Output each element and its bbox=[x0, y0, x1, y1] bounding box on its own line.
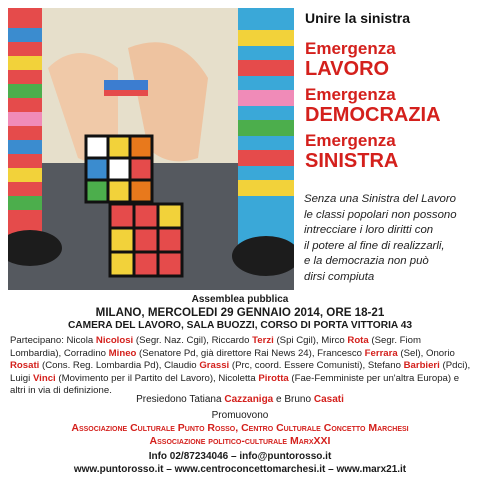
cube-top bbox=[86, 136, 152, 202]
emergency-topic-democrazia: DEMOCRAZIA bbox=[305, 104, 441, 126]
participant-first: Luigi bbox=[10, 372, 31, 384]
participant-role: (Senatore Pd, già direttore Rai News 24), bbox=[136, 347, 318, 359]
chair-surname: Cazzaniga bbox=[224, 394, 274, 405]
participant-role: (Prc, coord. Essere Comunisti), bbox=[229, 360, 368, 372]
participant-first: Nicola bbox=[66, 335, 94, 346]
emergency-topic-sinistra: SINISTRA bbox=[305, 150, 399, 172]
quote-block bbox=[304, 192, 476, 285]
event-venue: CAMERA DEL LAVORO, SALA BUOZZI, CORSO DI PORTA VITTORIA 43 bbox=[67, 320, 413, 331]
participant-surname: Grassi bbox=[199, 360, 230, 372]
participants-intro: Partecipano: bbox=[10, 335, 67, 346]
participant-first: Riccardo bbox=[211, 335, 250, 346]
promoters-line-1: Associazione Culturale Punto Rosso, Centro Culturale Concetto Marchesi bbox=[71, 422, 409, 434]
participant-surname: Barbieri bbox=[403, 360, 440, 372]
quote-line: le classi popolari non possono bbox=[304, 208, 457, 221]
participant-surname: Nicolosi bbox=[95, 335, 134, 346]
emergency-label-2: Emergenza bbox=[305, 85, 396, 104]
participant-role: (Fae-Femministe per un'altra Europa) e altri in via di definizione. bbox=[10, 372, 460, 397]
participant-first: Stefano bbox=[367, 360, 401, 372]
promoters-label: Promuovono bbox=[211, 410, 269, 421]
participant-surname: Ferrara bbox=[364, 347, 398, 359]
participant-first: Nicoletta bbox=[218, 372, 256, 384]
chairs-mid: e Bruno bbox=[273, 394, 314, 405]
contact-info: Info 02/87234046 – info@puntorosso.it bbox=[148, 451, 332, 462]
participant-first: Francesco bbox=[317, 347, 362, 359]
quote-line: dirsi compiuta bbox=[304, 270, 375, 283]
participant-surname: Mineo bbox=[108, 347, 137, 359]
participant-surname: Rosati bbox=[10, 360, 40, 372]
participant-surname: Rota bbox=[347, 335, 369, 346]
quote-line: Senza una Sinistra del Lavoro bbox=[304, 193, 456, 205]
participant-role: (Segr. Fiom Lombardia), bbox=[10, 335, 421, 359]
participant-role: (Segr. Naz. Cgil), bbox=[133, 335, 212, 346]
participant-role: (Cons. Reg. Lombardia Pd), bbox=[39, 360, 165, 372]
emergency-topic-lavoro: LAVORO bbox=[305, 58, 390, 80]
event-type: Assemblea pubblica bbox=[191, 294, 289, 305]
rubiks-cube-illustration bbox=[8, 8, 294, 290]
event-date: MILANO, MERCOLEDI 29 GENNAIO 2014, ORE 18-21 bbox=[95, 306, 385, 319]
cube-bottom bbox=[110, 204, 182, 276]
participant-role: (Movimento per il Partito del Lavoro), bbox=[55, 372, 219, 384]
participant-surname: Vinci bbox=[32, 372, 56, 384]
contact-websites[interactable]: www.puntorosso.it – www.centroconcettomarchesi.it – www.marx21.it bbox=[73, 464, 407, 475]
right-striped-sock bbox=[232, 8, 294, 276]
participant-surname: Terzi bbox=[252, 335, 274, 346]
promoters-line-2: Associazione politico-culturale MarxXXI bbox=[149, 435, 331, 447]
participant-surname: Pirotta bbox=[258, 372, 289, 384]
participant-first: Claudio bbox=[164, 360, 197, 372]
chairs-line bbox=[0, 394, 480, 405]
cover-photo bbox=[8, 8, 294, 290]
participants-paragraph bbox=[10, 335, 472, 398]
quote-line: il potere al fine di realizzarli, bbox=[304, 239, 445, 252]
participant-first: Onorio bbox=[425, 347, 455, 359]
participant-first: Mirco bbox=[321, 335, 345, 346]
participant-role: (Spi Cgil), bbox=[273, 335, 322, 346]
chair-surname: Casati bbox=[313, 394, 344, 405]
page-title: Unire la sinistra bbox=[305, 10, 411, 26]
participant-role: (Pdci), bbox=[439, 360, 471, 372]
emergency-label-3: Emergenza bbox=[305, 131, 396, 150]
chairs-prefix: Presiedono Tatiana bbox=[136, 394, 225, 405]
emergency-label-1: Emergenza bbox=[305, 39, 396, 58]
participant-role: (Sel), bbox=[397, 347, 426, 359]
participant-first: Corradino bbox=[63, 347, 106, 359]
quote-line: intrecciare i loro diritti con bbox=[304, 224, 434, 236]
quote-line: e la democrazia non può bbox=[304, 255, 429, 267]
